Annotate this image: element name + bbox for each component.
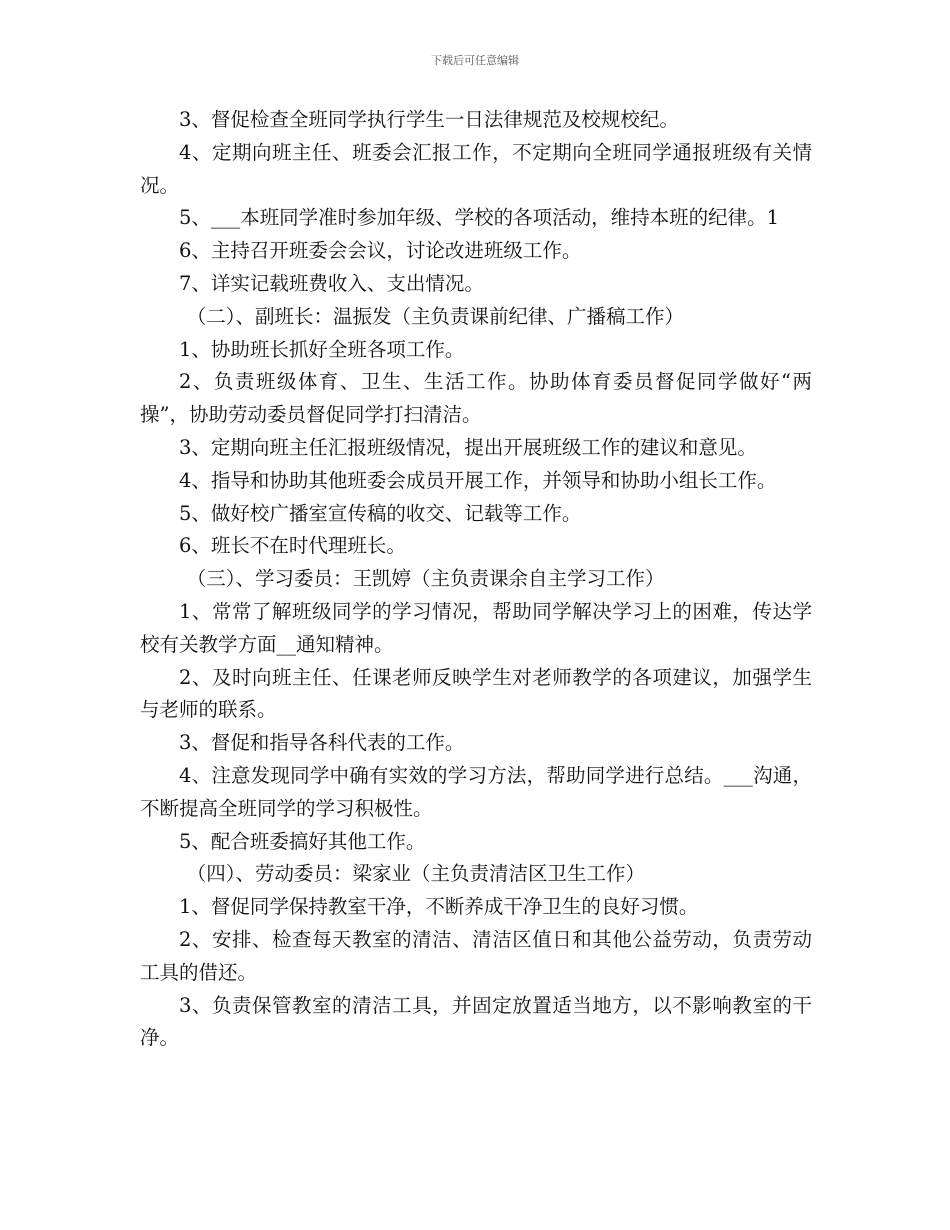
paragraph: 6、班长不在时代理班长。 (179, 534, 406, 558)
paragraph: 3、督促检查全班同学执行学生一日法律规范及校规校纪。 (179, 108, 679, 131)
section-heading: （三）、学习委员：王凯婷（主负责课余自主学习工作） (186, 567, 665, 591)
paragraph: 4、指导和协助其他班委会成员开展工作，并领导和协助小组长工作。 (179, 468, 777, 492)
paragraph: 4、定期向班主任、班委会汇报工作，不定期向全班同学通报班级有关情况。 (140, 140, 812, 197)
paragraph: 7、详实记载班费收入、支出情况。 (179, 271, 484, 295)
section-heading: （四）、劳动委员：梁家业（主负责清洁区卫生工作） (186, 862, 646, 886)
paragraph: 1、常常了解班级同学的学习情况，帮助同学解决学习上的困难，传达学校有关教学方面__通知精神。 (140, 599, 812, 656)
paragraph: 4、注意发现同学中确有实效的学习方法，帮助同学进行总结。___沟通，不断提高全班同学的学习积极性。 (140, 763, 812, 820)
paragraph: 1、督促同学保持教室干净，不断养成干净卫生的良好习惯。 (179, 895, 699, 919)
paragraph: 1、协助班长抓好全班各项工作。 (179, 337, 465, 361)
paragraph: 2、安排、检查每天教室的清洁、清洁区值日和其他公益劳动，负责劳动工具的借还。 (140, 927, 812, 984)
document-body (140, 104, 812, 1055)
paragraph: 2、负责班级体育、卫生、生活工作。协助体育委员督促同学做好“两操”，协助劳动委员督促同学打扫清洁。 (140, 370, 812, 427)
paragraph: 5、___本班同学准时参加年级、学校的各项活动，维持本班的纪律。1 (179, 206, 780, 230)
paragraph: 6、主持召开班委会会议，讨论改进班级工作。 (179, 239, 582, 263)
paragraph: 5、配合班委搞好其他工作。 (179, 829, 426, 853)
paragraph: 3、督促和指导各科代表的工作。 (179, 731, 465, 755)
paragraph: 2、及时向班主任、任课老师反映学生对老师教学的各项建议，加强学生与老师的联系。 (140, 665, 812, 722)
paragraph: 3、负责保管教室的清洁工具，并固定放置适当地方，以不影响教室的干净。 (140, 993, 812, 1050)
page-header: 下载后可任意编辑 (431, 54, 519, 67)
paragraph: 3、定期向班主任汇报班级情况，提出开展班级工作的建议和意见。 (179, 435, 757, 459)
section-heading: （二）、副班长：温振发（主负责课前纪律、广播稿工作） (186, 304, 685, 328)
paragraph: 5、做好校广播室宣传稿的收交、记载等工作。 (179, 501, 582, 525)
